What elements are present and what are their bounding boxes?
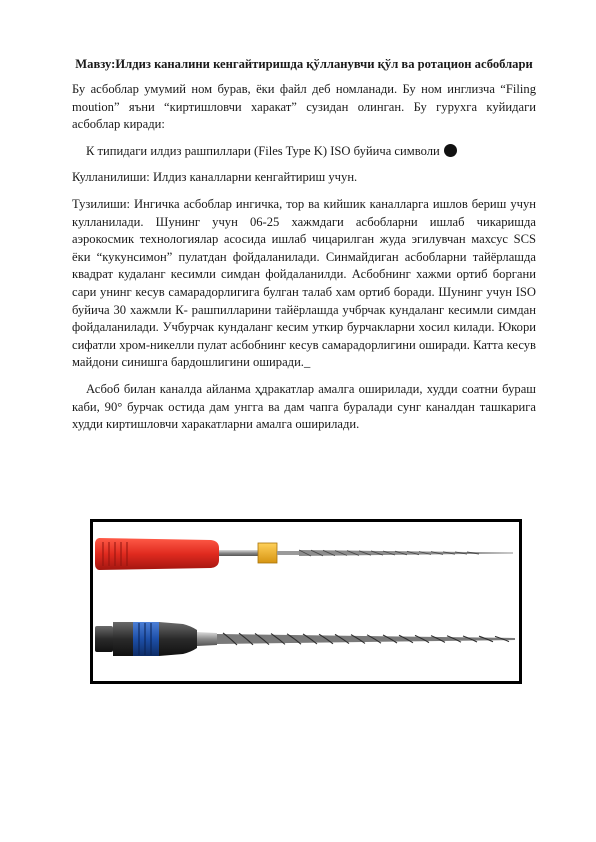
latch-shank (95, 626, 113, 652)
paragraph-k-files-text: К типидаги илдиз рашпиллари (Files Type K) ISO буйича символи (86, 143, 440, 158)
paragraph-technique: Асбоб билан каналда айланма ҳдракатлар амалга оширилади, худди соатни бураш каби, 90° бурчак остида дам унгга ва дам чапга буралади сунг каналдан ташкарига худди киртишловчи харакатларни амалга оширилади. (72, 381, 536, 432)
paragraph-usage: Кулланилиши: Илдиз каналларни кенгайтириш учун. (72, 170, 358, 185)
paragraph-structure: Тузилиши: Ингичка асбоблар ингичка, тор ва кийшик каналларга ишлов бериш учун кулланилади. Шунинг учун 06-25 хажмдаги асбобларни ишлаб чикаришда аэрокосмик технологиялар асосида ишлаб чицарилган жуда эгилувчан махсус SCS ёки “кукунсимон” пулатдан фойдаланилади. Синмайдиган асбобларни тайёрлашда квадрат кудаланг кесимли симдан фойдаланилди. Асбобнинг хажми ортиб боргани сари унинг кесув самарадорлигига булган талаб хам ортиб боради. Шунинг учун ISO буйича 30 хажмли К- рашпилларини тайёрлашда учбрчак кундаланг кесимли симдан фойдаланилади. Учбурчак кундаланг кесим уткир бурчакларни хосил килади. Юкори сифатли хром-никелли пулат асбобнинг кесув самарадорлигини оширади. Катта кесув майдони синишга бардошлигини оширади._ (72, 196, 536, 370)
endodontic-files-illustration (90, 519, 522, 684)
working-part (299, 550, 513, 556)
shaft (219, 550, 259, 556)
silicone-stopper (258, 543, 277, 563)
rotary-file (95, 622, 515, 656)
dark-handle (113, 622, 133, 656)
handle-taper (159, 622, 197, 656)
document-title: Мавзу:Илдиз каналини кенгайтиришда қўлланувчи қўл ва ротацион асбоблари (75, 57, 533, 71)
hand-k-file (95, 538, 513, 570)
filled-circle-icon (444, 144, 457, 157)
neck (277, 551, 299, 555)
blue-ring (133, 622, 159, 656)
paragraph-k-files (72, 143, 536, 161)
files-drawing (93, 522, 519, 681)
paragraph-intro: Бу асбоблар умумий ном бурав, ёки файл деб номланади. Бу ном инглизча “Filing moution” яъни “киртишловчи харакат” сузидан олинган. Бу гурухга куйидаги асбоблар киради: (72, 82, 536, 132)
collar (197, 632, 217, 646)
red-handle (95, 538, 219, 570)
